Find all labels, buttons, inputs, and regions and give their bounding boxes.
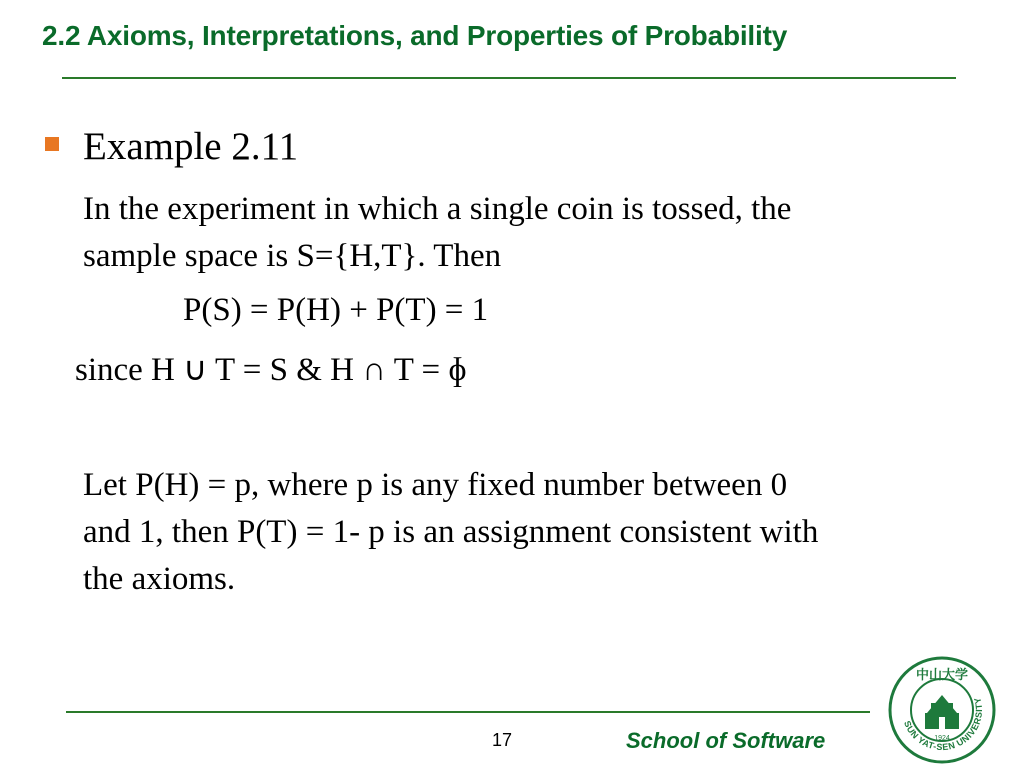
assignment-paragraph xyxy=(83,462,818,603)
assignment-line: Let P(H) = p, where p is any fixed number between 0 xyxy=(83,467,788,503)
square-bullet-icon xyxy=(45,137,59,151)
assignment-line: the axioms. xyxy=(83,561,236,597)
footer-divider xyxy=(66,711,870,713)
logo-year: 1924 xyxy=(934,735,950,742)
sun-yat-sen-university-seal-icon xyxy=(887,655,997,765)
intro-paragraph xyxy=(83,186,791,280)
logo-top-text: 中山大学 xyxy=(915,668,969,683)
university-logo xyxy=(887,655,997,765)
page-number: 17 xyxy=(492,730,513,750)
title-divider xyxy=(62,77,956,79)
slide-title: 2.2 Axioms, Interpretations, and Properties of Probability xyxy=(42,20,788,51)
since-line: since H ∪ T = S & H ∩ T = ɸ xyxy=(75,352,467,388)
school-name: School of Software xyxy=(626,728,826,753)
gate-building-icon xyxy=(925,695,959,729)
intro-line: In the experiment in which a single coin is tossed, the xyxy=(83,191,792,227)
example-heading: Example 2.11 xyxy=(83,125,299,168)
probability-equation: P(S) = P(H) + P(T) = 1 xyxy=(183,292,489,328)
intro-line: sample space is S={H,T}. Then xyxy=(83,238,502,274)
logo-ring-text: SUN YAT-SEN UNIVERSITY xyxy=(901,696,985,753)
assignment-line: and 1, then P(T) = 1- p is an assignment consistent with xyxy=(83,514,819,550)
